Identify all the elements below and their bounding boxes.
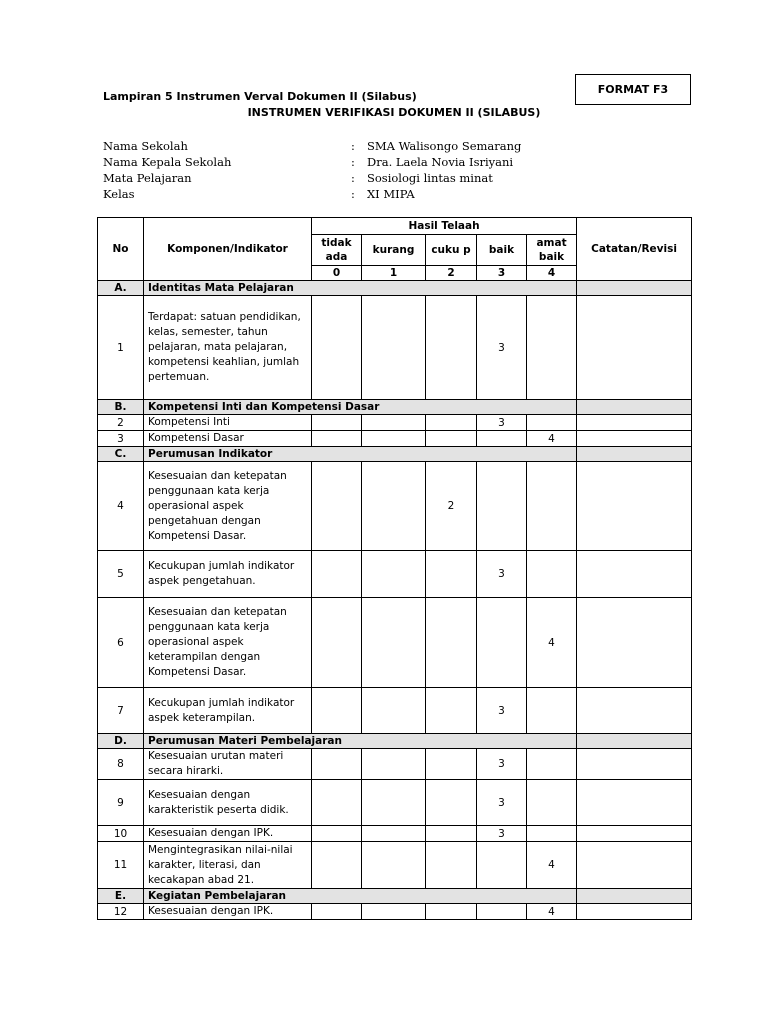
header-no: No — [98, 218, 144, 281]
catatan-cell — [577, 400, 692, 415]
info-label: Kelas — [103, 187, 135, 201]
section-number: E. — [98, 889, 144, 904]
lampiran-heading: Lampiran 5 Instrumen Verval Dokumen II (Silabus) — [103, 90, 417, 103]
info-label: Nama Sekolah — [103, 139, 188, 153]
score-cell-empty — [362, 780, 426, 826]
score-value: 2 — [426, 462, 477, 551]
catatan-cell — [577, 889, 692, 904]
table-row — [98, 904, 692, 920]
section-number: A. — [98, 281, 144, 296]
score-cell-empty — [426, 826, 477, 842]
table-row — [98, 688, 692, 734]
score-cell-empty — [426, 431, 477, 447]
score-cell-empty — [312, 598, 362, 688]
score-0: 0 — [312, 266, 362, 281]
score-cell-empty — [426, 780, 477, 826]
info-row-class — [103, 186, 521, 202]
score-value: 3 — [477, 296, 527, 400]
score-cell-empty — [312, 415, 362, 431]
catatan-cell — [577, 551, 692, 598]
info-colon: : — [351, 187, 355, 201]
indicator-text: Kecukupan jumlah indikator aspek keterampilan. — [144, 688, 312, 734]
section-number: D. — [98, 734, 144, 749]
score-cell-empty — [362, 749, 426, 780]
catatan-cell — [577, 462, 692, 551]
score-3: 3 — [477, 266, 527, 281]
info-colon: : — [351, 155, 355, 169]
catatan-cell — [577, 842, 692, 889]
catatan-cell — [577, 734, 692, 749]
document-title: INSTRUMEN VERIFIKASI DOKUMEN II (SILABUS) — [247, 106, 541, 119]
score-cell-empty — [527, 780, 577, 826]
section-row — [98, 400, 692, 415]
score-cell-empty — [477, 904, 527, 920]
score-cell-empty — [362, 904, 426, 920]
score-cell-empty — [426, 551, 477, 598]
score-value: 4 — [527, 431, 577, 447]
section-title: Kegiatan Pembelajaran — [144, 889, 577, 904]
info-row-subject — [103, 170, 521, 186]
score-cell-empty — [426, 598, 477, 688]
info-label: Mata Pelajaran — [103, 171, 192, 185]
score-value: 4 — [527, 598, 577, 688]
score-cell-empty — [527, 415, 577, 431]
section-row — [98, 734, 692, 749]
score-cell-empty — [362, 826, 426, 842]
indicator-text: Kompetensi Inti — [144, 415, 312, 431]
info-value: Sosiologi lintas minat — [367, 171, 493, 185]
section-number: B. — [98, 400, 144, 415]
score-cell-empty — [362, 842, 426, 889]
header-cukup: cuku p — [426, 235, 477, 266]
info-colon: : — [351, 171, 355, 185]
score-value: 3 — [477, 749, 527, 780]
score-cell-empty — [312, 780, 362, 826]
table-row — [98, 826, 692, 842]
catatan-cell — [577, 296, 692, 400]
score-cell-empty — [312, 842, 362, 889]
header-hasil-telaah: Hasil Telaah — [312, 218, 577, 235]
table-row — [98, 749, 692, 780]
indicator-text: Kesesuaian dan ketepatan penggunaan kata kerja operasional aspek keterampilan dengan Kompetensi Dasar. — [144, 598, 312, 688]
score-cell-empty — [527, 749, 577, 780]
table-row — [98, 780, 692, 826]
table-row — [98, 415, 692, 431]
score-cell-empty — [527, 826, 577, 842]
verification-table — [97, 217, 692, 920]
score-cell-empty — [527, 551, 577, 598]
header-catatan: Catatan/Revisi — [577, 218, 692, 281]
school-info — [103, 138, 521, 202]
indicator-text: Kesesuaian urutan materi secara hirarki. — [144, 749, 312, 780]
score-value: 3 — [477, 551, 527, 598]
score-cell-empty — [477, 842, 527, 889]
row-number: 3 — [98, 431, 144, 447]
section-row — [98, 447, 692, 462]
section-title: Perumusan Materi Pembelajaran — [144, 734, 577, 749]
row-number: 9 — [98, 780, 144, 826]
table-row — [98, 296, 692, 400]
format-badge: FORMAT F3 — [575, 74, 691, 105]
score-value: 3 — [477, 780, 527, 826]
table-row — [98, 551, 692, 598]
header-amat-baik: amat baik — [527, 235, 577, 266]
indicator-text: Kompetensi Dasar — [144, 431, 312, 447]
score-cell-empty — [312, 296, 362, 400]
score-cell-empty — [477, 462, 527, 551]
catatan-cell — [577, 749, 692, 780]
score-value: 4 — [527, 904, 577, 920]
catatan-cell — [577, 688, 692, 734]
table-row — [98, 842, 692, 889]
catatan-cell — [577, 281, 692, 296]
row-number: 10 — [98, 826, 144, 842]
header-komponen: Komponen/Indikator — [144, 218, 312, 281]
score-2: 2 — [426, 266, 477, 281]
row-number: 8 — [98, 749, 144, 780]
catatan-cell — [577, 415, 692, 431]
table-body — [98, 281, 692, 920]
indicator-text: Kesesuaian dengan IPK. — [144, 826, 312, 842]
score-4: 4 — [527, 266, 577, 281]
score-cell-empty — [362, 598, 426, 688]
score-cell-empty — [312, 826, 362, 842]
score-cell-empty — [312, 688, 362, 734]
score-1: 1 — [362, 266, 426, 281]
indicator-text: Mengintegrasikan nilai-nilai karakter, literasi, dan kecakapan abad 21. — [144, 842, 312, 889]
section-title: Kompetensi Inti dan Kompetensi Dasar — [144, 400, 577, 415]
info-value: XI MIPA — [367, 187, 415, 201]
catatan-cell — [577, 431, 692, 447]
score-value: 3 — [477, 688, 527, 734]
indicator-text: Kesesuaian dan ketepatan penggunaan kata kerja operasional aspek pengetahuan dengan Kompetensi Dasar. — [144, 462, 312, 551]
row-number: 5 — [98, 551, 144, 598]
table-row — [98, 598, 692, 688]
score-cell-empty — [527, 296, 577, 400]
score-cell-empty — [312, 431, 362, 447]
score-cell-empty — [426, 688, 477, 734]
score-cell-empty — [426, 749, 477, 780]
indicator-text: Kesesuaian dengan karakteristik peserta didik. — [144, 780, 312, 826]
score-cell-empty — [527, 688, 577, 734]
catatan-cell — [577, 447, 692, 462]
score-cell-empty — [362, 415, 426, 431]
score-cell-empty — [527, 462, 577, 551]
section-row — [98, 281, 692, 296]
score-cell-empty — [426, 904, 477, 920]
score-cell-empty — [362, 431, 426, 447]
info-row-principal — [103, 154, 521, 170]
row-number: 12 — [98, 904, 144, 920]
catatan-cell — [577, 826, 692, 842]
info-label: Nama Kepala Sekolah — [103, 155, 232, 169]
score-cell-empty — [362, 462, 426, 551]
score-value: 3 — [477, 826, 527, 842]
catatan-cell — [577, 780, 692, 826]
score-cell-empty — [426, 296, 477, 400]
indicator-text: Terdapat: satuan pendidikan, kelas, semester, tahun pelajaran, mata pelajaran, kompetensi keahlian, jumlah pertemuan. — [144, 296, 312, 400]
score-cell-empty — [312, 749, 362, 780]
info-value: Dra. Laela Novia Isriyani — [367, 155, 514, 169]
row-number: 2 — [98, 415, 144, 431]
section-row — [98, 889, 692, 904]
row-number: 1 — [98, 296, 144, 400]
score-cell-empty — [362, 296, 426, 400]
info-row-school — [103, 138, 521, 154]
score-cell-empty — [312, 551, 362, 598]
row-number: 11 — [98, 842, 144, 889]
score-cell-empty — [426, 415, 477, 431]
score-cell-empty — [477, 598, 527, 688]
score-cell-empty — [312, 904, 362, 920]
row-number: 6 — [98, 598, 144, 688]
score-cell-empty — [426, 842, 477, 889]
catatan-cell — [577, 904, 692, 920]
header-baik: baik — [477, 235, 527, 266]
section-title: Perumusan Indikator — [144, 447, 577, 462]
header-tidak-ada: tidak ada — [312, 235, 362, 266]
catatan-cell — [577, 598, 692, 688]
indicator-text: Kecukupan jumlah indikator aspek pengetahuan. — [144, 551, 312, 598]
info-value: SMA Walisongo Semarang — [367, 139, 522, 153]
info-colon: : — [351, 139, 355, 153]
score-cell-empty — [312, 462, 362, 551]
score-value: 4 — [527, 842, 577, 889]
score-cell-empty — [362, 688, 426, 734]
score-cell-empty — [362, 551, 426, 598]
row-number: 4 — [98, 462, 144, 551]
section-title: Identitas Mata Pelajaran — [144, 281, 577, 296]
table-row — [98, 431, 692, 447]
header-kurang: kurang — [362, 235, 426, 266]
score-value: 3 — [477, 415, 527, 431]
row-number: 7 — [98, 688, 144, 734]
table-row — [98, 462, 692, 551]
indicator-text: Kesesuaian dengan IPK. — [144, 904, 312, 920]
score-cell-empty — [477, 431, 527, 447]
section-number: C. — [98, 447, 144, 462]
